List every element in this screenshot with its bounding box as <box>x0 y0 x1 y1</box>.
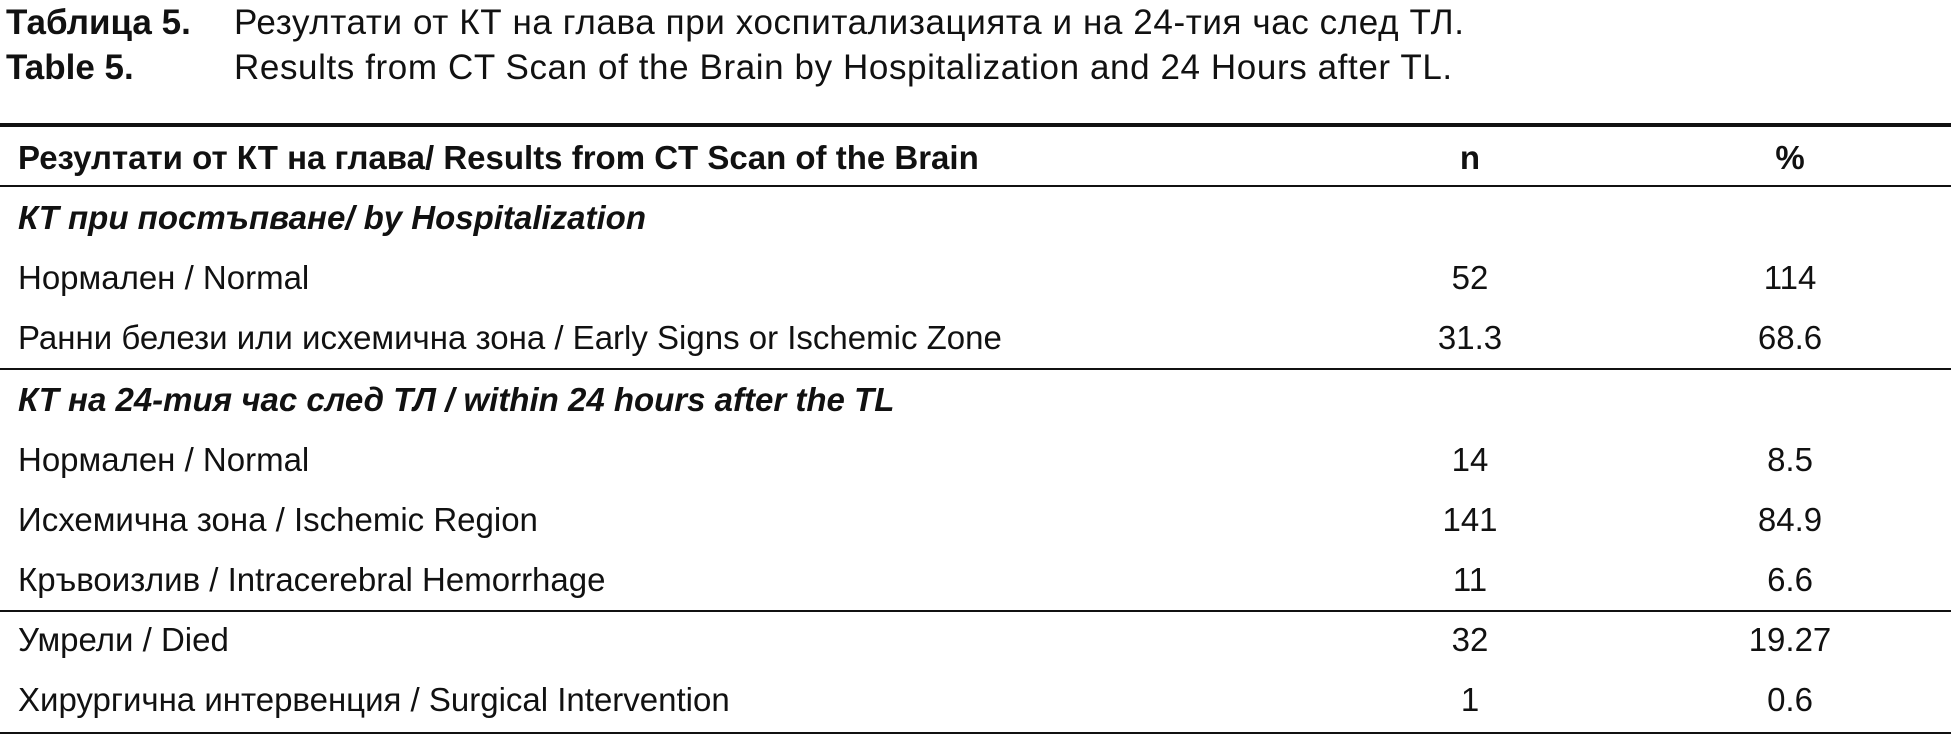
caption-label-bg: Таблица 5. <box>6 3 191 42</box>
table-row <box>0 308 1951 368</box>
table-caption <box>6 0 1946 90</box>
row-label: Нормален / Normal <box>18 259 310 296</box>
row-label: Нормален / Normal <box>18 441 310 478</box>
row-pct: 0.6 <box>1767 681 1813 718</box>
row-pct: 114 <box>1763 259 1817 296</box>
table-row <box>0 490 1951 550</box>
table-row <box>0 610 1951 670</box>
caption-bulgarian <box>6 0 1946 45</box>
row-n: 52 <box>1451 259 1489 296</box>
table-bottom-rule <box>0 732 1951 734</box>
row-pct: 19.27 <box>1748 621 1832 658</box>
caption-text-bg: Резултати от КТ на глава при хоспитализацията и на 24-тия час след ТЛ. <box>234 3 1465 42</box>
section-title-24h <box>0 370 1951 430</box>
row-pct: 6.6 <box>1767 561 1813 598</box>
row-n: 1 <box>1460 681 1480 718</box>
header-pct: % <box>1775 139 1805 176</box>
row-label: Ранни белези или исхемична зона / Early Signs or Ischemic Zone <box>18 319 1002 356</box>
table-top-rule <box>0 123 1951 127</box>
header-n: n <box>1459 139 1481 176</box>
row-label: Кръвоизлив / Intracerebral Hemorrhage <box>18 561 606 598</box>
row-pct: 8.5 <box>1767 441 1813 478</box>
row-pct: 68.6 <box>1757 319 1823 356</box>
section-title-hospitalization <box>0 188 1951 248</box>
row-n: 32 <box>1451 621 1489 658</box>
row-n: 31.3 <box>1437 319 1503 356</box>
row-n: 14 <box>1451 441 1489 478</box>
caption-text-en: Results from CT Scan of the Brain by Hospitalization and 24 Hours after TL. <box>234 48 1453 87</box>
row-pct: 84.9 <box>1757 501 1823 538</box>
table-row <box>0 670 1951 730</box>
caption-label-en: Table 5. <box>6 48 134 87</box>
section-title: КТ при постъпване/ by Hospitalization <box>18 199 646 236</box>
row-label: Хирургична интервенция / Surgical Intervention <box>18 681 730 718</box>
table-row <box>0 430 1951 490</box>
section-title: КТ на 24-тия час след ТЛ / within 24 hours after the TL <box>18 381 895 418</box>
table-row <box>0 550 1951 610</box>
header-rule <box>0 185 1951 187</box>
table-row <box>0 248 1951 308</box>
caption-english <box>6 45 1946 90</box>
header-label: Резултати от КТ на глава/ Results from CT Scan of the Brain <box>18 139 979 176</box>
table-header-row <box>0 128 1951 188</box>
row-label: Исхемична зона / Ischemic Region <box>18 501 538 538</box>
row-n: 11 <box>1452 561 1488 598</box>
row-n: 141 <box>1442 501 1498 538</box>
row-label: Умрели / Died <box>18 621 229 658</box>
